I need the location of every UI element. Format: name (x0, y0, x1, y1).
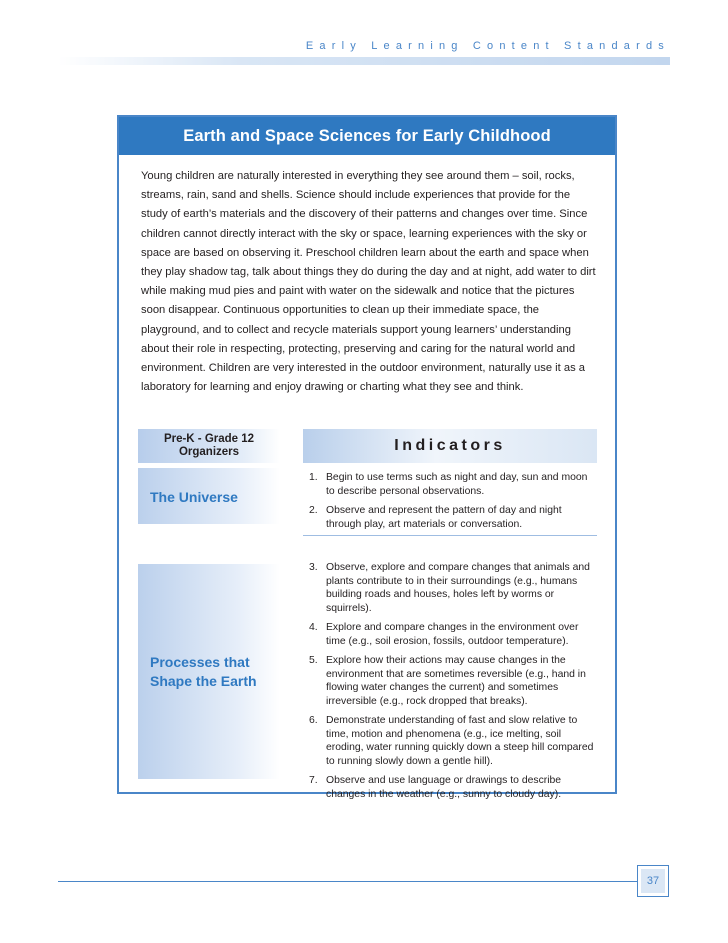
indicator-item (306, 561, 596, 615)
organizer-label: The Universe (150, 489, 238, 505)
running-head: Early Learning Content Standards (305, 40, 670, 52)
indicator-number: 2. (309, 505, 318, 516)
indicator-item (306, 471, 596, 498)
indicator-list-universe (306, 471, 596, 537)
organizers-header (138, 429, 280, 463)
indicator-item (306, 714, 596, 768)
indicator-item (306, 504, 596, 531)
indicator-number: 1. (309, 472, 318, 483)
indicator-text: Begin to use terms such as night and day, sun and moon to describe personal observations. (326, 472, 588, 497)
indicator-text: Observe and represent the pattern of day and night through play, art materials or conversation. (326, 505, 562, 530)
indicator-number: 7. (309, 775, 318, 786)
indicator-list-processes (306, 561, 596, 807)
indicator-text: Demonstrate understanding of fast and slow relative to time, motion and phenomena (e.g., ice melting, soil eroding, water running quickly down a steep hill compared to running slowly down a gentle hill). (326, 715, 594, 767)
intro-paragraph: Young children are naturally interested in everything they see around them – soil, rocks, streams, rain, sand and shells. Science should include experiences that provide for the study of earth’s materials and the discovery of their patterns and changes over time. Since children cannot directly interact with the sky or space, learning experiences with the sky or space are based on observing it. Preschool children learn about the earth and space when they play shadow tag, talk about things they do during the day and at night, add water to dirt while making mud pies and paint with water on the sidewalk and notice that the pictures soon disappear. Continuous opportunities to clean up their immediate space, the playground, and to collect and recycle materials support young learners’ understanding about their role in respecting, protecting, preserving and caring for the natural world and environment. Children are very interested in the outdoor environment, naturally use it as a laboratory for learning and enjoy drawing or charting what they see and think. (141, 170, 596, 394)
organizer-label-line1: Processes that (150, 654, 250, 670)
indicator-item (306, 774, 596, 801)
organizer-cell-universe (138, 468, 280, 524)
indicator-text: Observe and use language or drawings to describe changes in the weather (e.g., sunny to cloudy day). (326, 775, 562, 800)
panel-title: Earth and Space Sciences for Early Childhood (119, 117, 615, 155)
footer-rule (58, 881, 637, 882)
indicator-item (306, 654, 596, 708)
organizer-label (150, 653, 257, 691)
organizers-header-line2: Organizers (178, 446, 240, 458)
indicator-text: Observe, explore and compare changes that animals and plants contribute to in their surroundings (e.g., humans building roads and houses, holes left by worms or squirrels). (326, 562, 590, 614)
standards-panel (117, 115, 617, 800)
indicator-item (306, 621, 596, 648)
row-separator (303, 535, 597, 536)
page-number: 37 (641, 869, 665, 893)
indicator-text: Explore how their actions may cause changes in the environment that are sometimes reversible (e.g., hand in flowing water changes the current) and sometimes irreversible (e.g., rock dropped that breaks). (326, 655, 586, 707)
header-gradient-bar (58, 57, 670, 65)
page-number-box (637, 865, 669, 897)
indicator-number: 3. (309, 562, 318, 573)
organizers-header-line1: Pre-K - Grade 12 (163, 433, 255, 445)
indicator-number: 4. (309, 622, 318, 633)
organizer-cell-processes (138, 564, 280, 779)
indicator-text: Explore and compare changes in the environment over time (e.g., soil erosion, fossils, outdoor temperature). (326, 622, 579, 647)
organizer-label-line2: Shape the Earth (150, 673, 257, 689)
indicator-number: 5. (309, 655, 318, 666)
indicator-number: 6. (309, 715, 318, 726)
indicators-header: Indicators (303, 429, 597, 463)
